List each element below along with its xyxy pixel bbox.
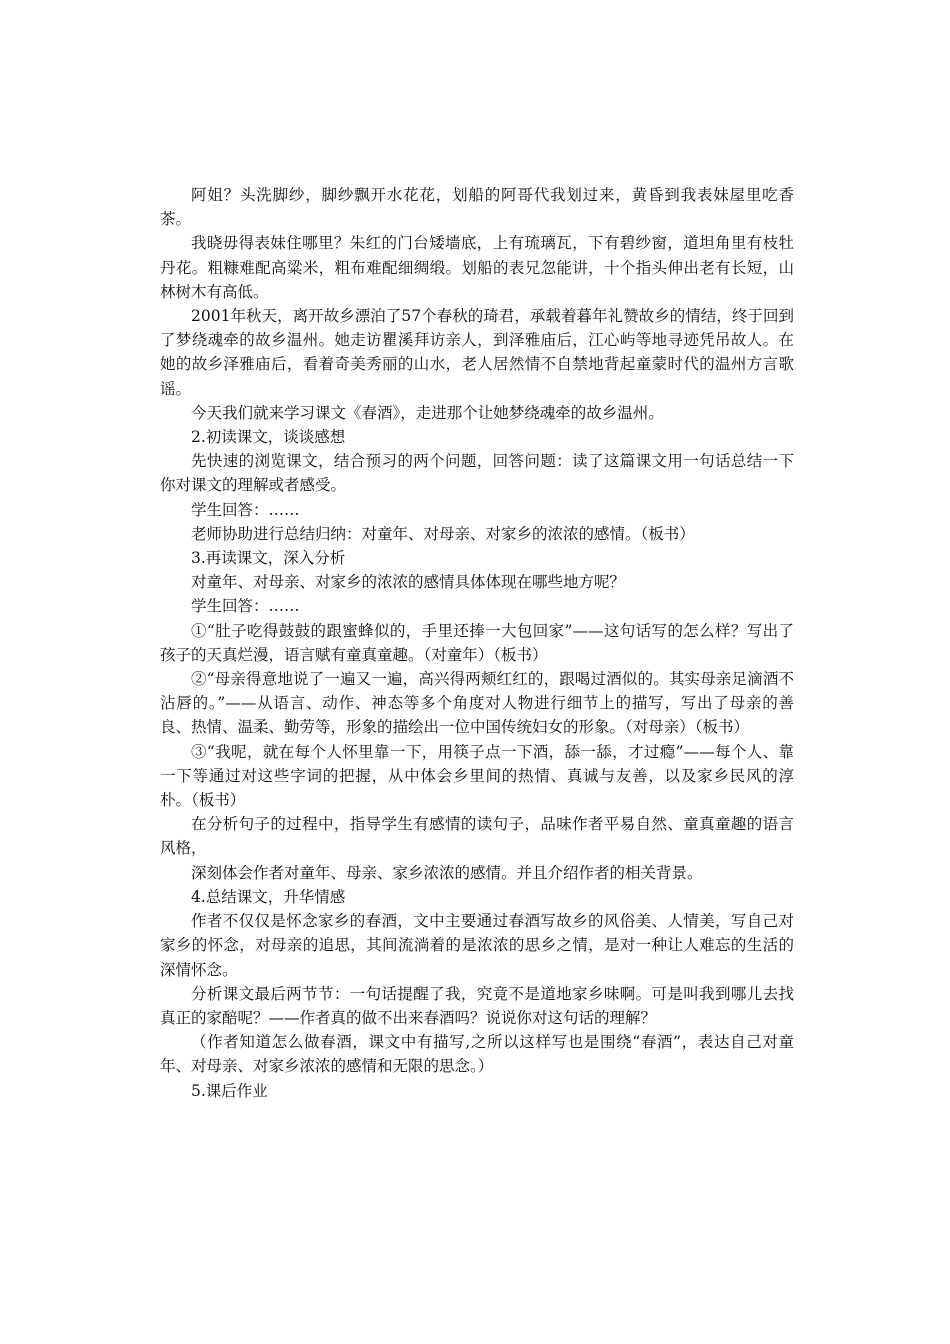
section-heading-second-reading: 3.再读课文，深入分析 [191,549,346,568]
paragraph-first-reading-task: 先快速的浏览课文，结合预习的两个问题，回答问题：读了这篇课文用一句话总结一下你对课文的理解或者感受。 [160,452,794,495]
paragraph-reading-guidance: 在分析句子的过程中，指导学生有感情的读句子，品味作者平易自然、童真童趣的语言风格， [160,815,794,858]
section-heading-summary: 4.总结课文，升华情感 [191,887,346,906]
paragraph-point-hometown: ③“我呢，就在每个人怀里靠一下，用筷子点一下酒，舔一舔，才过瘾”——每个人、靠一下等通过对这些字词的把握，从中体会乡里间的热情、真诚与友善，以及家乡民风的淳朴。（板书） [160,742,794,810]
paragraph-final-sections-question: 分析课文最后两节节：一句话提醒了我，究竟不是道地家乡味啊。可是叫我到哪儿去找真正的家醅呢？——作者真的做不出来春酒吗？说说你对这句话的理解？ [160,984,794,1027]
paragraph-summary: 作者不仅仅是怀念家乡的春酒，文中主要通过春酒写故乡的风俗美、人情美，写自己对家乡的怀念，对母亲的追思，其间流淌着的是浓浓的思乡之情，是对一种让人难忘的生活的深情怀念。 [160,912,794,979]
paragraph-author-background: 深刻体会作者对童年、母亲、家乡浓浓的感情。并且介绍作者的相关背景。 [191,863,703,882]
paragraph-student-answer-2: 学生回答：…… [191,597,300,616]
paragraph-teacher-summary: 老师协助进行总结归纳：对童年、对母亲、对家乡的浓浓的感情。（板书） [191,524,695,543]
paragraph-student-answer: 学生回答：…… [191,500,300,519]
paragraph-lesson-intro: 今天我们就来学习课文《春酒》，走进那个让她梦绕魂牵的故乡温州。 [191,403,664,422]
paragraph-qijun-background: 2001年秋天，离开故乡漂泊了57个春秋的琦君，承载着暮年礼赞故乡的情结，终于回到了梦绕魂牵的故乡温州。她走访瞿溪拜访亲人，到泽雅庙后，江心屿等地寻迹凭吊故人。在她的故乡泽雅庙后，看着奇美秀丽的山水，老人居然情不自禁地背起童蒙时代的温州方言歌谣。 [160,307,794,398]
paragraph-final-sections-answer: （作者知道怎么做春酒，课文中有描写,之所以这样写也是围绕“春酒”，表达自己对童年、对母亲、对家乡浓浓的感情和无限的思念。） [160,1033,794,1076]
paragraph-song-lyrics-2: 我晓毋得表妹住哪里？朱红的门台矮墙底，上有琉璃瓦，下有碧纱窗，道坦角里有枝牡丹花。粗糠难配高粱米，粗布难配细绸缎。划船的表兄忽能讲，十个指头伸出老有长短，山林树木有高低。 [160,234,794,301]
section-heading-first-reading: 2.初读课文，谈谈感想 [191,428,346,447]
paragraph-analysis-question: 对童年、对母亲、对家乡的浓浓的感情具体体现在哪些地方呢？ [191,573,626,592]
paragraph-song-lyrics-1: 阿姐？头洗脚纱，脚纱飘开水花花，划船的阿哥代我划过来，黄昏到我表妹屋里吃香茶。 [160,186,794,229]
paragraph-point-childhood: ①“肚子吃得鼓鼓的跟蜜蜂似的，手里还捧一大包回家”——这句话写的怎么样？写出了孩子的天真烂漫，语言赋有童真童趣。（对童年）（板书） [160,621,794,664]
section-heading-homework: 5.课后作业 [191,1081,268,1100]
document-body [160,183,794,1103]
paragraph-point-mother: ②“母亲得意地说了一遍又一遍，高兴得两颊红红的，跟喝过酒似的。其实母亲足滴酒不沾唇的。”——从语言、动作、神态等多个角度对人物进行细节上的描写，写出了母亲的善良、热情、温柔、勤劳等，形象的描绘出一位中国传统妇女的形象。（对母亲）（板书） [160,670,794,737]
